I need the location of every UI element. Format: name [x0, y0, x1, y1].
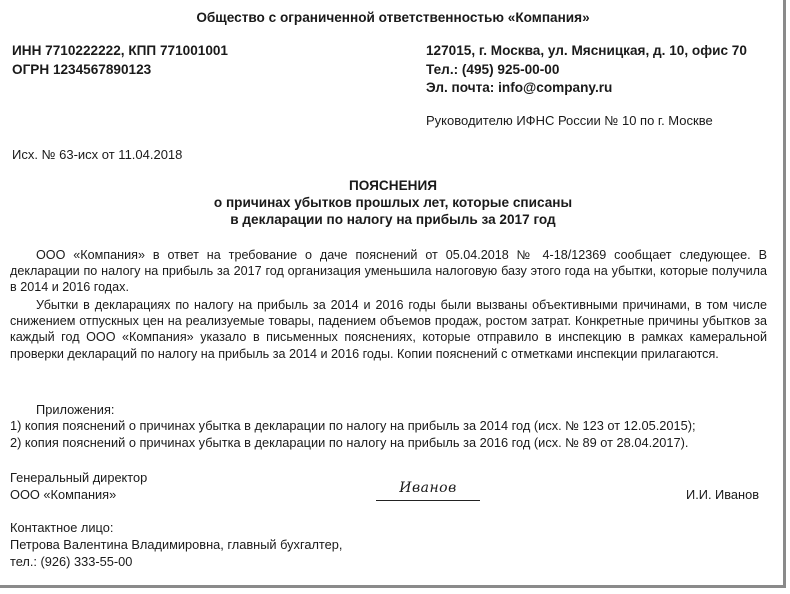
contact-phone: тел.: (926) 333-55-00	[10, 554, 133, 569]
attachments-heading: Приложения:	[36, 402, 115, 417]
contact-person: Петрова Валентина Владимировна, главный бухгалтер,	[10, 537, 343, 552]
body-paragraph-2: Убытки в декларациях по налогу на прибыль за 2014 и 2016 годы были вызваны объективными причинами, в том числе снижением отпускных цен на реализуемые товары, падением объемов продаж, ростом затрат. Конкретные причины убытков за каждый год ООО «Компания» указало в письменных пояснениях, которые отправило в инспекцию в рамках камеральной проверки деклараций по налогу на прибыль за 2014 и 2016 годы. Копии пояснений с отметками инспекции прилагаются.	[10, 298, 767, 361]
signatory-org: ООО «Компания»	[10, 487, 117, 502]
body-paragraph-1: ООО «Компания» в ответ на требование о даче пояснений от 05.04.2018 № 4-18/12369 сообщает следующее. В декларации по налогу на прибыль за 2017 год организация уменьшила налоговую базу этого года на убытки, которые получила в 2014 и 2016 годах.	[10, 248, 767, 295]
signatory-position: Генеральный директор	[10, 470, 148, 485]
company-address: 127015, г. Москва, ул. Мясницкая, д. 10, офис 70	[426, 43, 747, 58]
company-full-name: Общество с ограниченной ответственностью «Компания»	[196, 10, 590, 25]
document-subtitle-line2: в декларации по налогу на прибыль за 2017 год	[230, 212, 556, 227]
recipient: Руководителю ИФНС России № 10 по г. Москве	[426, 113, 713, 128]
attachment-item-1: 1) копия пояснений о причинах убытка в декларации по налогу на прибыль за 2014 год (исх. № 123 от 12.05.2015);	[10, 418, 696, 433]
company-email: Эл. почта: info@company.ru	[426, 80, 613, 95]
inn-kpp: ИНН 7710222222, КПП 771001001	[12, 43, 228, 58]
company-phone: Тел.: (495) 925-00-00	[426, 62, 560, 77]
attachment-item-2: 2) копия пояснений о причинах убытка в декларации по налогу на прибыль за 2016 год (исх. № 89 от 28.04.2017).	[10, 435, 689, 450]
ogrn: ОГРН 1234567890123	[12, 62, 152, 77]
document-subtitle-line1: о причинах убытков прошлых лет, которые списаны	[213, 195, 573, 210]
document-title: ПОЯСНЕНИЯ	[349, 178, 437, 193]
signatory-name: И.И. Иванов	[686, 487, 760, 502]
contact-heading: Контактное лицо:	[10, 520, 114, 535]
handwritten-signature: Иванов	[399, 480, 457, 496]
outgoing-number: Исх. № 63-исх от 11.04.2018	[12, 147, 183, 162]
signature-line	[376, 482, 480, 501]
